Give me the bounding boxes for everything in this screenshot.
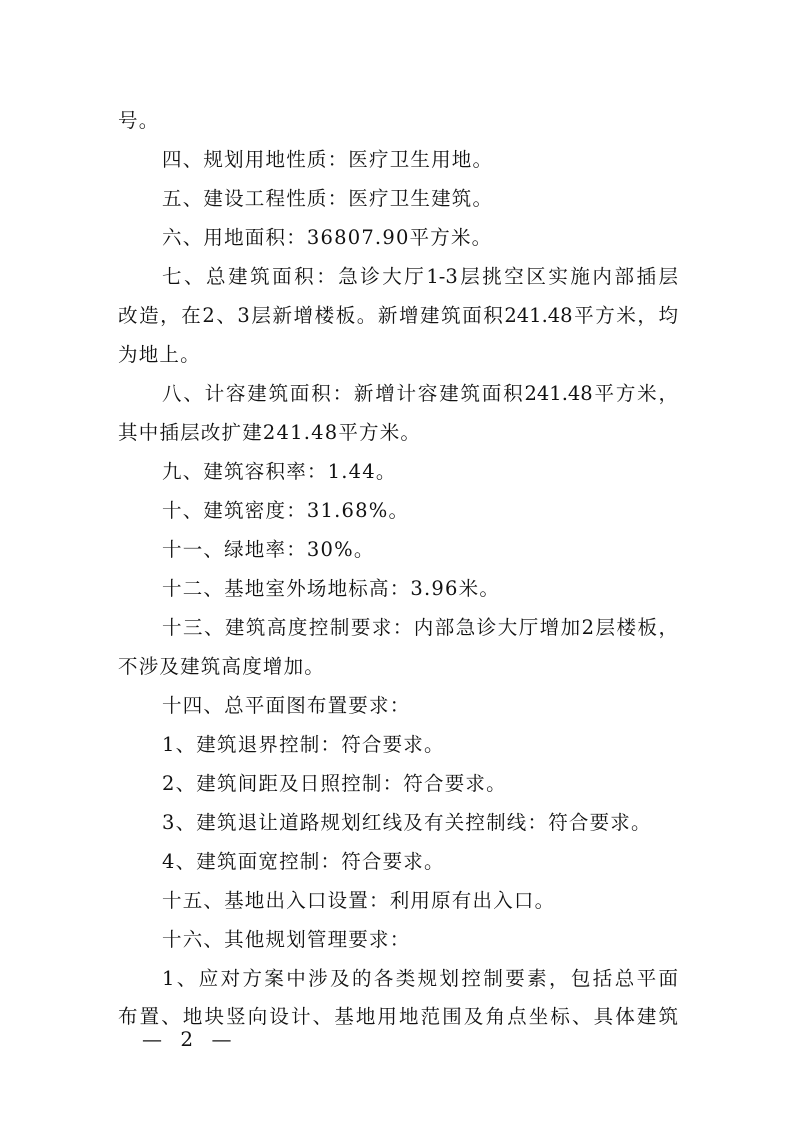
text-line: 十二、基地室外场地标高：3.96米。 xyxy=(162,577,501,600)
text-line: 不涉及建筑高度增加。 xyxy=(118,655,326,678)
text-line: 八、计容建筑面积：新增计容建筑面积241.48平方米， xyxy=(162,382,678,405)
text-line: 布置、地块竖向设计、基地用地范围及角点坐标、具体建筑 xyxy=(118,1005,678,1028)
text-line: 六、用地面积：36807.90平方米。 xyxy=(162,226,493,249)
text-line: 十六、其他规划管理要求： xyxy=(162,928,411,951)
text-line: 2、建筑间距及日照控制：符合要求。 xyxy=(162,772,507,795)
text-line: 十四、总平面图布置要求： xyxy=(162,694,411,717)
text-line: 3、建筑退让道路规划红线及有关控制线：符合要求。 xyxy=(162,811,652,834)
text-line: 十三、建筑高度控制要求：内部急诊大厅增加2层楼板， xyxy=(162,616,678,639)
text-line: 1、建筑退界控制：符合要求。 xyxy=(162,733,445,756)
page-number: — 2 — xyxy=(142,1027,238,1051)
text-line: 七、总建筑面积：急诊大厅1-3层挑空区实施内部插层 xyxy=(162,265,678,288)
text-line: 十、建筑密度：31.68%。 xyxy=(162,499,410,522)
text-line: 五、建设工程性质：医疗卫生建筑。 xyxy=(162,187,494,210)
text-line: 九、建筑容积率：1.44。 xyxy=(162,460,397,483)
text-line: 其中插层改扩建241.48平方米。 xyxy=(118,421,422,444)
text-line: 十五、基地出入口设置：利用原有出入口。 xyxy=(162,889,556,912)
text-line: 改造，在2、3层新增楼板。新增建筑面积241.48平方米，均 xyxy=(118,304,678,327)
text-line: 4、建筑面宽控制：符合要求。 xyxy=(162,850,445,873)
text-line: 为地上。 xyxy=(118,343,201,366)
text-line: 十一、绿地率：30%。 xyxy=(162,538,375,561)
text-line: 号。 xyxy=(118,109,160,132)
text-line: 1、应对方案中涉及的各类规划控制要素，包括总平面 xyxy=(162,967,678,990)
text-line: 四、规划用地性质：医疗卫生用地。 xyxy=(162,148,494,171)
